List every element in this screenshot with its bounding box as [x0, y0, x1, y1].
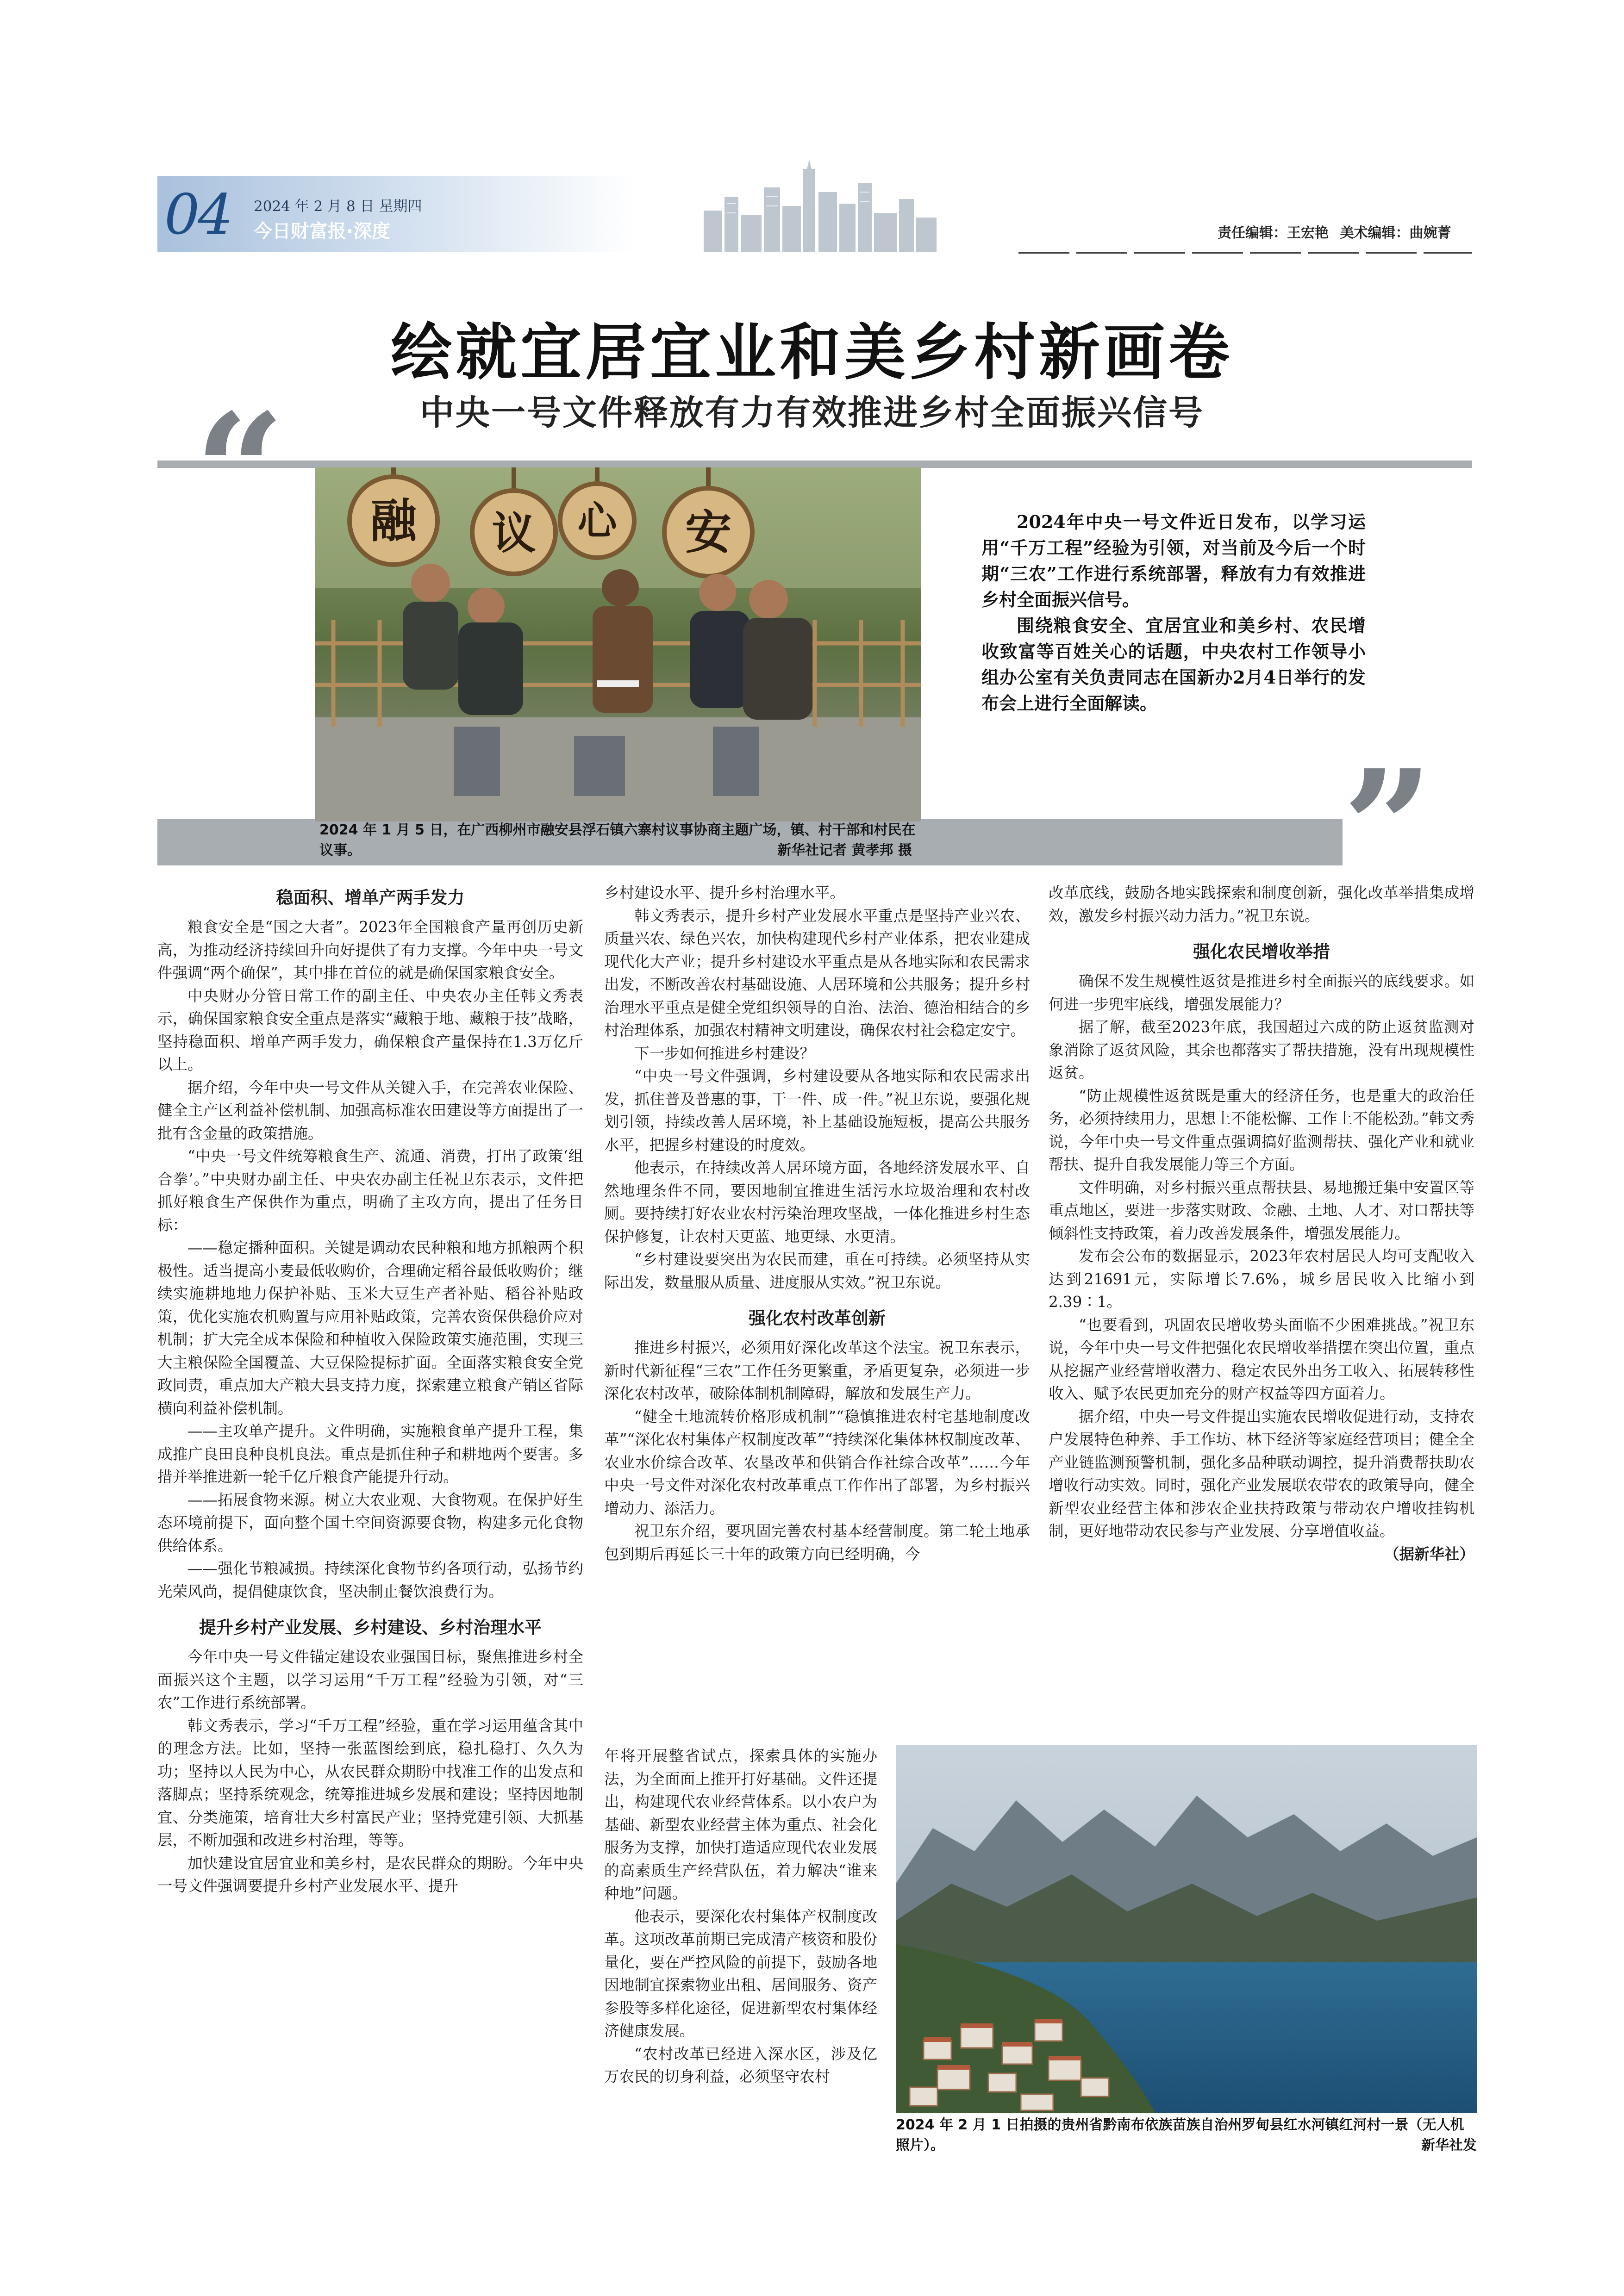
- open-quote-mark: “: [194, 380, 285, 564]
- paragraph: “也要看到，巩固农民增收势头面临不少困难挑战。”祝卫东说，今年中央一号文件把强化农民增收举措摆在突出位置，重点从挖掘产业经营增收潜力、稳定农民外出务工收入、拓展转移性收入、赋予农民更加充分的财产权益等四方面着力。: [1049, 1316, 1474, 1402]
- close-quote-mark: ”: [1343, 736, 1433, 921]
- column-3: [1049, 882, 1474, 1566]
- editor-credits: 责任编辑：王宏艳 美术编辑：曲婉菁: [1218, 225, 1451, 241]
- column-2: [604, 882, 1030, 1566]
- village-meeting-photo: [315, 467, 921, 821]
- lead-paragraph: 2024年中央一号文件近日发布，以学习运用“千万工程”经验为引领，对当前及今后一个时期“三农”工作进行系统部署，释放有力有效推进乡村全面振兴信号。: [981, 511, 1366, 610]
- paragraph: “防止规模性返贫既是重大的经济任务，也是重大的政治任务，必须持续用力，思想上不能松懈、工作上不能松劲。”韩文秀说，今年中央一号文件重点强调搞好监测帮扶、强化产业和就业帮扶、提升自我发展能力等三个方面。: [1049, 1087, 1474, 1173]
- lake-village-photo: [896, 1745, 1477, 2113]
- paragraph: 中央财办分管日常工作的副主任、中央农办主任韩文秀表示，确保国家粮食安全重点是落实“藏粮于地、藏粮于技”战略，坚持稳面积、增单产两手发力，确保粮食产量保持在1.3万亿斤以上。: [157, 987, 583, 1073]
- section-heading: 强化农民增收举措: [1193, 942, 1330, 962]
- paper-name: 今日财富报·深度: [254, 221, 391, 242]
- photo-caption: [319, 820, 921, 861]
- sign-char-4: 安: [685, 505, 731, 560]
- paragraph: ——主攻单产提升。文件明确，实施粮食单产提升工程，集成推广良田良种良机良法。重点是抓住种子和耕地两个要害。多措并举推进新一轮千亿斤粮食产能提升行动。: [157, 1422, 583, 1486]
- paragraph: 乡村建设水平、提升乡村治理水平。: [604, 884, 845, 902]
- paragraph: “中央一号文件统筹粮食生产、流通、消费，打出了政策‘组合拳’。”中央财办副主任、中央农办副主任祝卫东表示，文件把抓好粮食生产保供作为重点，明确了主攻方向，提出了任务目标：: [157, 1147, 583, 1234]
- lake-village-illustration: [896, 1745, 1477, 2113]
- paragraph: 他表示，在持续改善人居环境方面，各地经济发展水平、自然地理条件不同，要因地制宜推进生活污水垃圾治理和农村改厕。要持续打好农业农村污染治理攻坚战，一体化推进乡村生态保护修复，让农村天更蓝、地更绿、水更清。: [604, 1159, 1030, 1245]
- paragraph: ——拓展食物来源。树立大农业观、大食物观。在保护好生态环境前提下，面向整个国土空间资源要食物，构建多元化食物供给体系。: [157, 1491, 583, 1555]
- paragraph: 确保不发生规模性返贫是推进乡村全面振兴的底线要求。如何进一步兜牢底线，增强发展能力？: [1049, 972, 1474, 1013]
- village-meeting-illustration: [315, 467, 921, 821]
- source-attribution: （据新华社）: [1384, 1545, 1474, 1563]
- paragraph: 据了解，截至2023年底，我国超过六成的防止返贫监测对象消除了返贫风险，其余也都落实了帮扶措施，没有出现规模性返贫。: [1049, 1018, 1474, 1082]
- paragraph: 他表示，要深化农村集体产权制度改革。这项改革前期已完成清产核资和股份量化，要在严控风险的前提下，鼓励各地因地制宜探索物业出租、居间服务、资产参股等多样化途径，促进新型农村集体经济健康发展。: [604, 1907, 877, 2040]
- paragraph: “乡村建设要突出为农民而建，重在可持续。必须坚持从实际出发，数量服从质量、进度服从实效。”祝卫东说。: [604, 1251, 1030, 1291]
- sign-char-1: 融: [370, 493, 417, 548]
- lake-photo-caption-text: 2024 年 2 月 1 日拍摄的贵州省黔南布依族苗族自治州罗甸县红水河镇红河村一景（无人机照片）。: [896, 2117, 1464, 2153]
- photo-caption-text: 2024 年 1 月 5 日，在广西柳州市融安县浮石镇六寨村议事协商主题广场，镇、村干部和村民在议事。: [319, 822, 916, 859]
- lead-paragraphs: [981, 509, 1366, 716]
- section-heading: 稳面积、增单产两手发力: [276, 888, 465, 908]
- page-number: 04: [164, 183, 231, 247]
- paragraph: 下一步如何推进乡村建设？: [634, 1044, 815, 1062]
- header-rule: [1018, 252, 1472, 254]
- lake-photo-credit: 新华社发: [1421, 2137, 1477, 2153]
- paragraph: 推进乡村振兴，必须用好深化改革这个法宝。祝卫东表示，新时代新征程“三农”工作任务更繁重，矛盾更复杂，必须进一步深化农村改革，破除体制机制障碍，解放和发展生产力。: [604, 1339, 1030, 1402]
- paragraph: “健全土地流转价格形成机制”“稳慎推进农村宅基地制度改革”“深化农村集体产权制度改革”“持续深化集体林权制度改革、农业水价综合改革、农垦改革和供销合作社综合改革”……今年中央一号文件对深化农村改革重点工作作出了部署，为乡村振兴增动力、添活力。: [604, 1407, 1030, 1517]
- paragraph: 加快建设宜居宜业和美乡村，是农民群众的期盼。今年中央一号文件强调要提升乡村产业发展水平、提升: [157, 1854, 583, 1895]
- sign-char-2: 议: [492, 508, 536, 559]
- paragraph: 祝卫东介绍，要巩固完善农村基本经营制度。第二轮土地承包到期后再延长三十年的政策方向已经明确，今: [604, 1522, 1030, 1563]
- subheadline: 中央一号文件释放有力有效推进乡村全面振兴信号: [420, 393, 1204, 433]
- decorative-rule: [157, 460, 1472, 468]
- lake-photo-caption: [896, 2115, 1477, 2156]
- paragraph: 发布会公布的数据显示，2023年农村居民人均可支配收入达到21691元，实际增长7.6%，城乡居民收入比缩小到2.39∶1。: [1049, 1247, 1474, 1311]
- sign-char-3: 心: [577, 498, 617, 544]
- paragraph: ——强化节粮减损。持续深化食物节约各项行动，弘扬节约光荣风尚，提倡健康饮食，坚决制止餐饮浪费行为。: [157, 1560, 583, 1600]
- paragraph: 粮食安全是“国之大者”。2023年全国粮食产量再创历史新高，为推动经济持续回升向好提供了有力支撑。今年中央一号文件强调“两个确保”，其中排在首位的就是确保国家粮食安全。: [157, 918, 583, 982]
- column-2-lower: [604, 1745, 877, 2089]
- section-heading: 提升乡村产业发展、乡村建设、乡村治理水平: [199, 1618, 542, 1637]
- paragraph: 改革底线，鼓励各地实践探索和制度创新，强化改革举措集成增效，激发乡村振兴动力活力。”祝卫东说。: [1049, 884, 1474, 925]
- headline: 绘就宜居宜业和美乡村新画卷: [391, 317, 1233, 388]
- paragraph: 据介绍，今年中央一号文件从关键入手，在完善农业保险、健全主产区利益补偿机制、加强高标准农田建设等方面提出了一批有含金量的政策措施。: [157, 1078, 583, 1142]
- section-heading: 强化农村改革创新: [749, 1308, 886, 1328]
- paragraph: ——稳定播种面积。关键是调动农民种粮和地方抓粮两个积极性。适当提高小麦最低收购价，合理确定稻谷最低收购价；继续实施耕地地力保护补贴、玉米大豆生产者补贴、稻谷补贴政策，优化实施农机购置与应用补贴政策，完善农资保供稳价应对机制；扩大完全成本保险和种植收入保险政策实施范围，实现三大主粮保险全国覆盖、大豆保险提标扩面。全面落实粮食安全党政同责，重点加大产粮大县支持力度，探索建立粮食产销区省际横向利益补偿机制。: [157, 1239, 583, 1417]
- paragraph: “农村改革已经进入深水区，涉及亿万农民的切身利益，必须坚守农村: [604, 2045, 877, 2085]
- date-line: 2024 年 2 月 8 日 星期四: [254, 198, 422, 215]
- paragraph: 文件明确，对乡村振兴重点帮扶县、易地搬迁集中安置区等重点地区，要进一步落实财政、金融、土地、人才、对口帮扶等倾斜性支持政策，着力改善发展条件，增强发展能力。: [1049, 1178, 1474, 1242]
- paragraph: 年将开展整省试点，探索具体的实施办法，为全面面上推开打好基础。文件还提出，构建现代农业经营体系。以小农户为基础、新型农业经营主体为重点、社会化服务为支撑，加快打造适应现代农业发展的高素质生产经营队伍，着力解决“谁来种地”问题。: [604, 1747, 877, 1902]
- city-skyline-graphic: [699, 160, 940, 252]
- photo-credit: 新华社记者 黄孝邦 摄: [777, 842, 912, 859]
- paragraph: 韩文秀表示，学习“千万工程”经验，重在学习运用蕴含其中的理念方法。比如，坚持一张蓝图绘到底，稳扎稳打、久久为功；坚持以人民为中心，从农民群众期盼中找准工作的出发点和落脚点；坚持系统观念，统筹推进城乡发展和建设；坚持因地制宜、分类施策，培育壮大乡村富民产业；坚持党建引领、大抓基层，不断加强和改进乡村治理，等等。: [157, 1717, 583, 1849]
- paragraph: 据介绍，中央一号文件提出实施农民增收促进行动，支持农户发展特色种养、手工作坊、林下经济等家庭经营项目；健全全产业链监测预警机制，强化多品种联动调控，提升消费帮扶助农增收行动实效。同时，强化产业发展联农带农的政策导向，健全新型农业经营主体和涉农企业扶持政策与带动农户增收挂钩机制，更好地带动农民参与产业发展、分享增值收益。: [1049, 1407, 1474, 1540]
- paragraph: 今年中央一号文件锚定建设农业强国目标，聚焦推进乡村全面振兴这个主题，以学习运用“千万工程”经验为引领，对“三农”工作进行系统部署。: [157, 1648, 583, 1711]
- paragraph: 韩文秀表示，提升乡村产业发展水平重点是坚持产业兴农、质量兴农、绿色兴农，加快构建现代乡村产业体系，把农业建成现代化大产业；提升乡村建设水平重点是从各地实际和农民需求出发，不断改善农村基础设施、人居环境和公共服务；提升乡村治理水平重点是健全党组织领导的自治、法治、德治相结合的乡村治理体系，加强农村精神文明建设，确保农村社会稳定安宁。: [604, 907, 1030, 1039]
- paragraph: “中央一号文件强调，乡村建设要从各地实际和农民需求出发，抓住普及普惠的事，干一件、成一件。”祝卫东说，要强化规划引领，持续改善人居环境，补上基础设施短板，提高公共服务水平，把握乡村建设的时度效。: [604, 1067, 1030, 1154]
- column-1: [157, 882, 583, 1898]
- lead-paragraph: 围绕粮食安全、宜居宜业和美乡村、农民增收致富等百姓关心的话题，中央农村工作领导小组办公室有关负责同志在国新办2月4日举行的发布会上进行全面解读。: [981, 615, 1366, 714]
